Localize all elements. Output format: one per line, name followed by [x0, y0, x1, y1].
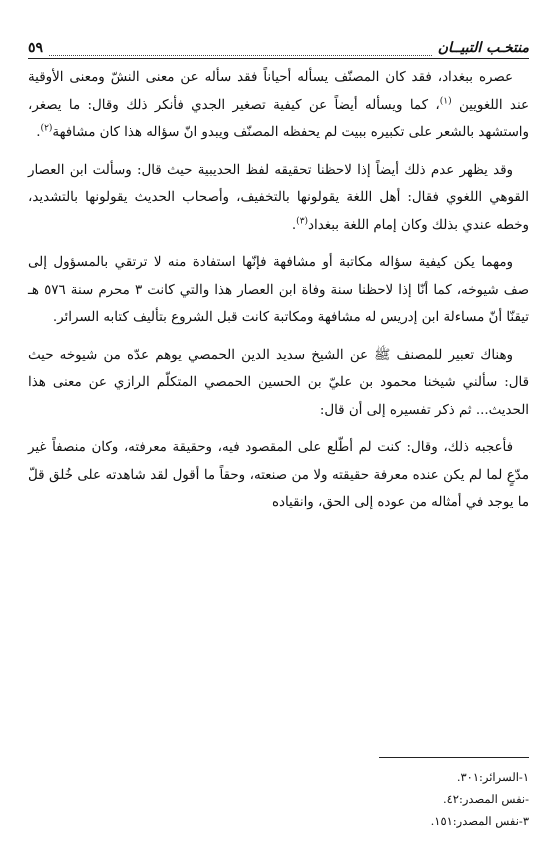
header-dot-leader	[49, 41, 432, 56]
paragraph-text: ، كما ويسأله أيضاً عن كيفية تصغير الجدي فأنكر ذلك وقال: ما يصغر، واستشهد بالشعر على تكبيره ببيت لم يحفظه المصنّف ويبدو انّ سؤاله هذا كان مشافهة	[28, 97, 529, 140]
paragraph	[28, 434, 529, 517]
header-rule	[28, 58, 529, 59]
footnote-ref: (٣)	[296, 216, 309, 227]
paragraph-text: عصره ببغداد، فقد كان المصنّف يسأله أحياناً فقد سأله عن معنى النشّ ومعنى الأوقية عند اللغويين	[28, 70, 529, 113]
footnote-ref: (١)	[439, 96, 452, 107]
paragraph-text: وقد يظهر عدم ذلك أيضاً إذا لاحظنا تحقيقه لفظ الحديبية حيث قال: وسألت ابن العصار القوهي اللغوي فقال: أهل اللغة يقولونها بالتخفيف، وأصحاب الحديث يقولونها بالتشديد، وخطه عندي بذلك وكان إمام اللغة ببغداد	[28, 162, 529, 233]
paragraph	[28, 249, 529, 332]
footnote-ref: (٢)	[40, 123, 53, 134]
paragraph-text: وهناك تعبير للمصنف ﷺ عن الشيخ سديد الدين الحمصي يوهم عدّه من شيوخه حيث قال: سألني شيخنا محمود بن عليّ بن الحسين الحمصي المتكلّم الرازي عن معنى هذا الحديث... ثم ذكر تفسيره إلى أن قال:	[28, 347, 529, 418]
page-header	[28, 30, 529, 56]
footnote-rule	[379, 757, 529, 758]
paragraph-text: ومهما يكن كيفية سؤاله مكاتبة أو مشافهة فإنّها استفادة منه لا ترتقي بالمسؤول إلى صف شيوخه، كما أنّا إذا لاحظنا سنة وفاة ابن العصار هذا والتي كانت ٣ محرم سنة ٥٧٦ هـ تيقنّا أنّ مساءلة ابن إدريس له مشافهة ومكاتبة كانت قبل الشروع بتأليف كتابه السرائر.	[28, 255, 529, 325]
paragraph-text: .	[291, 217, 297, 233]
paragraph	[28, 157, 529, 240]
body-text	[28, 64, 529, 517]
paragraph	[28, 342, 529, 425]
running-title: منتخـب التبيــان	[437, 40, 529, 56]
footnote: -نفس المصدر:٤٢.	[442, 792, 529, 806]
page-number: ٥٩	[28, 40, 44, 56]
paragraph	[28, 64, 529, 147]
footnote: ١-السرائر:٣٠١.	[456, 770, 529, 784]
footnote: ٣-نفس المصدر:١٥١.	[430, 814, 529, 828]
paragraph-text: .	[36, 125, 41, 140]
paragraph-text: فأعجبه ذلك، وقال: كنت لم أطّلع على المقصود فيه، وحقيقة معرفته، وكان منصفاً غير مدّعٍ لما لم يكن عنده معرفة حقيقته ولا من صنعته، وحقاً ما أقول لقد شاهدته على خُلق قلّ ما يوجد في أمثاله من عوده إلى الحق، وانقياده	[28, 440, 529, 510]
footnotes	[28, 766, 529, 832]
